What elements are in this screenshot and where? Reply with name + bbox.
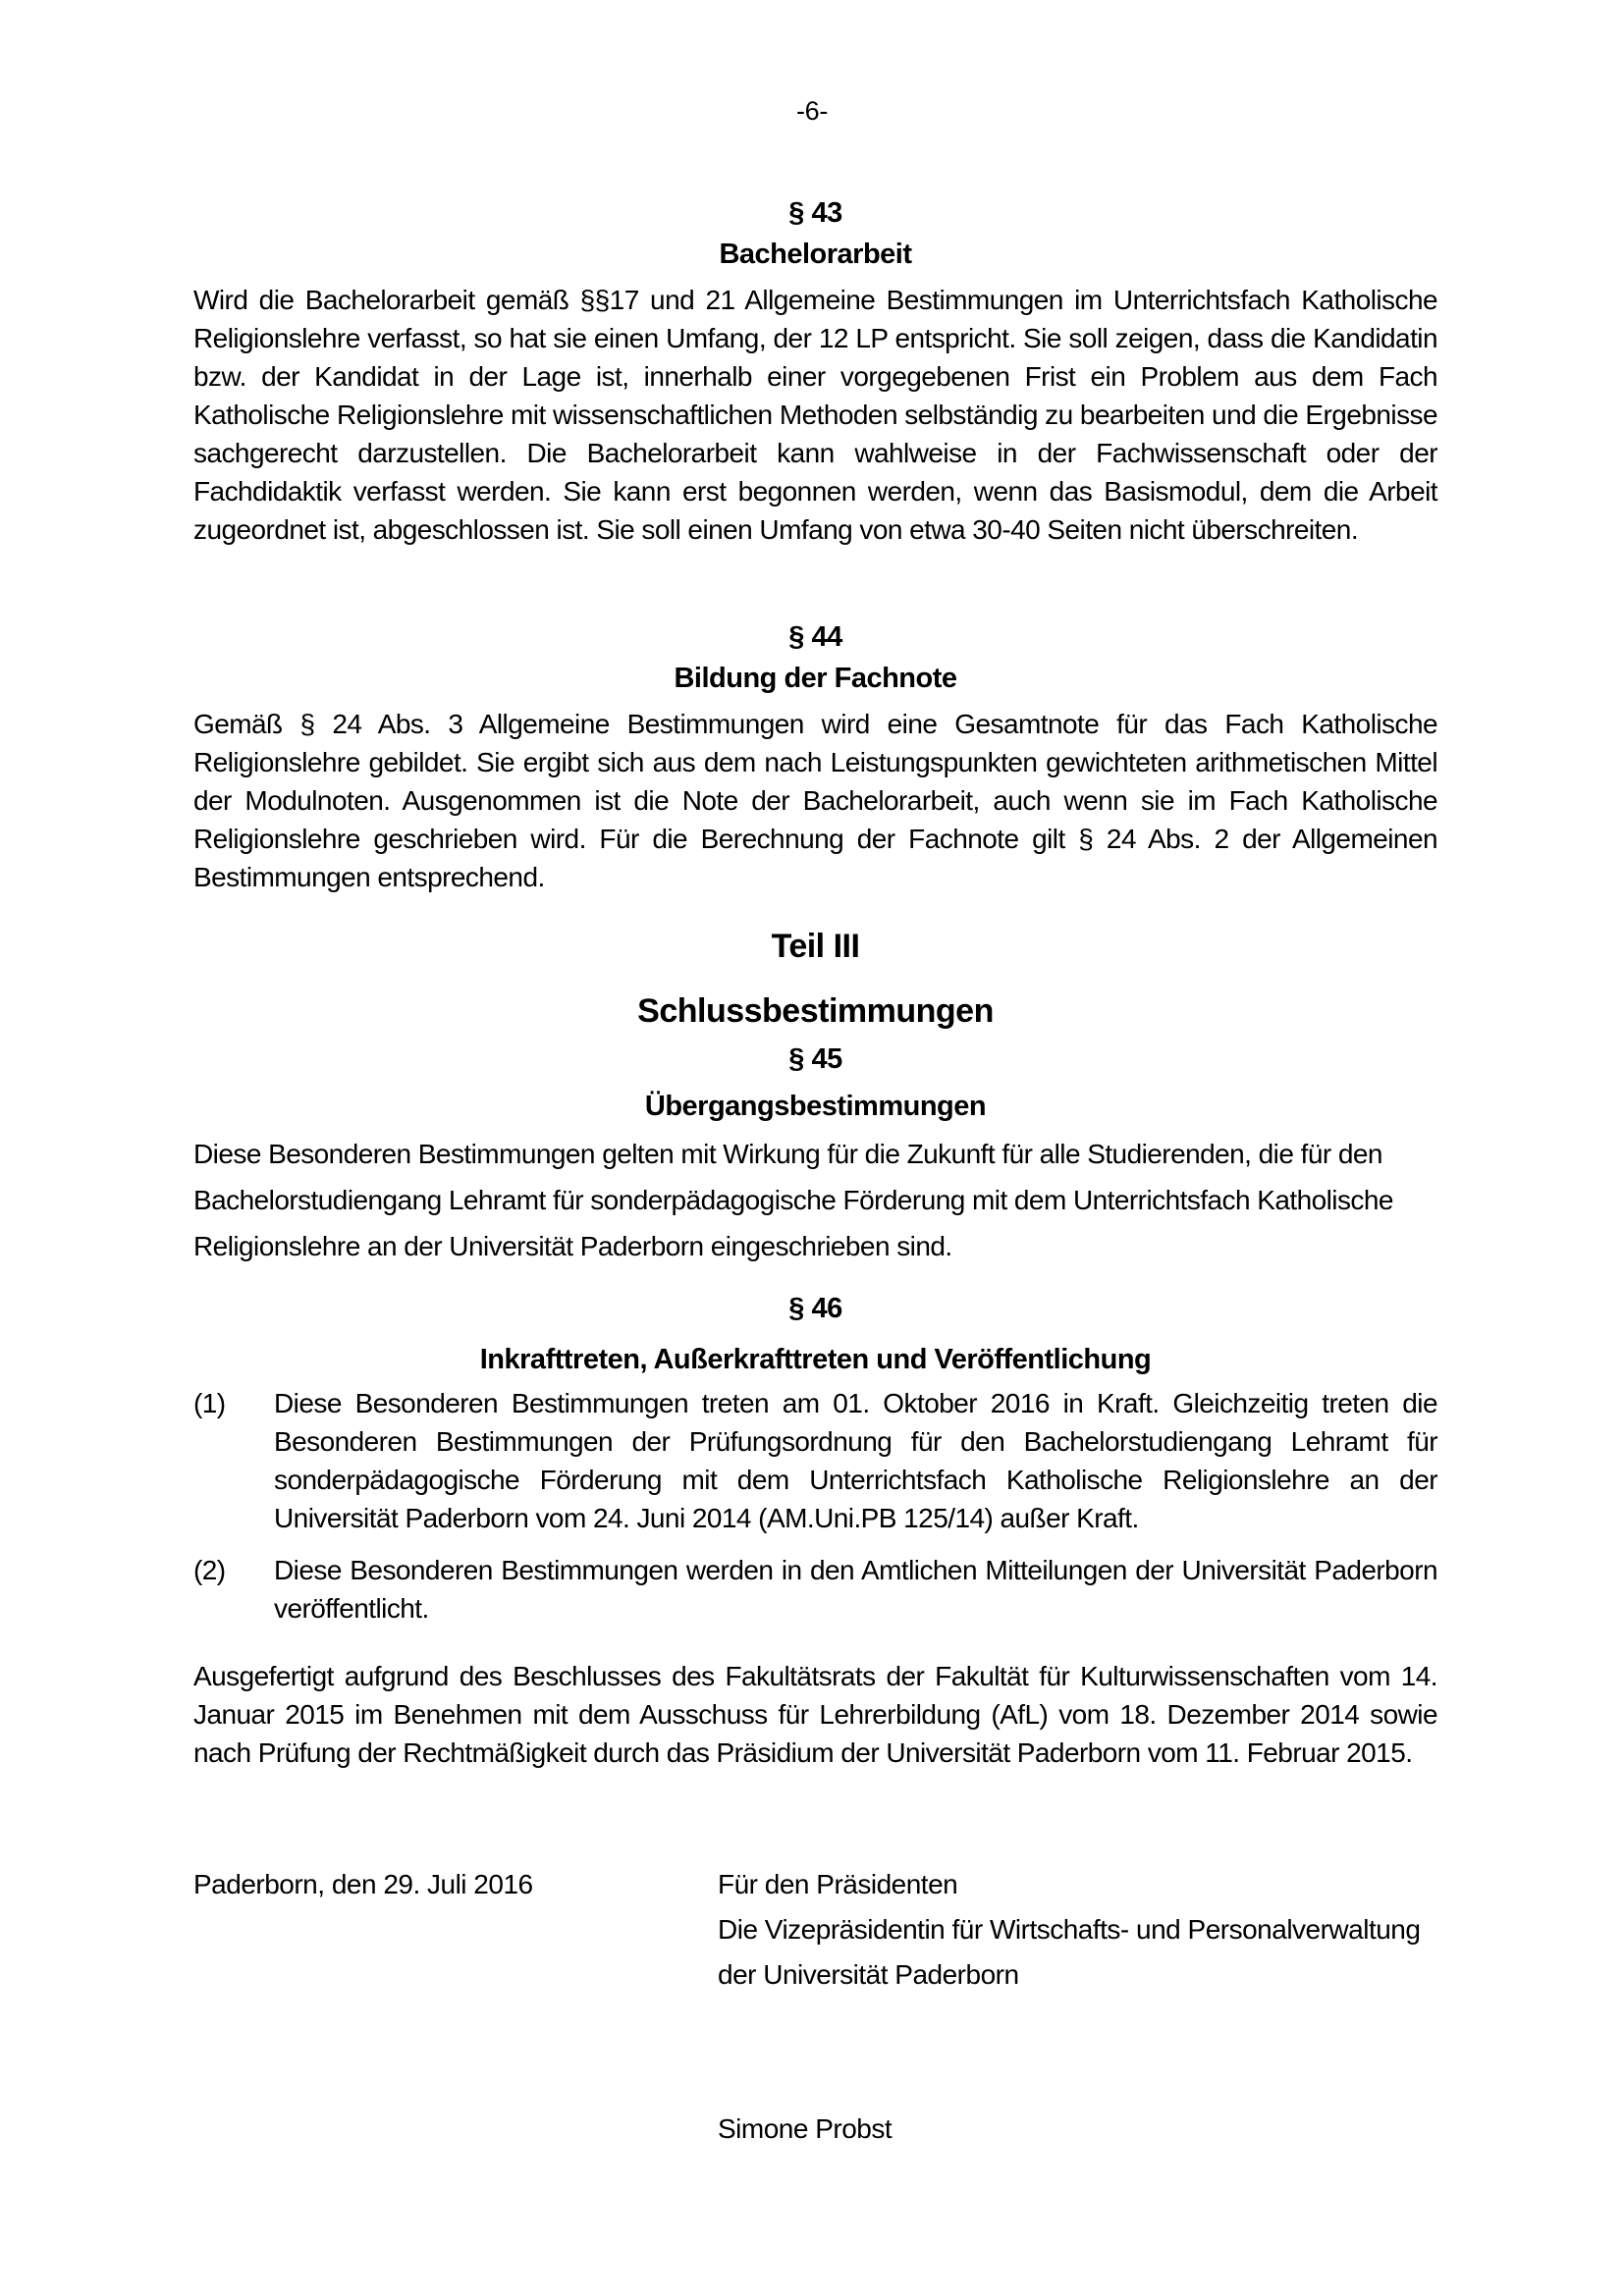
section-45-title: Übergangsbestimmungen — [644, 1091, 987, 1122]
section-44-title: Bildung der Fachnote — [674, 663, 957, 694]
section-44-number: § 44 — [788, 621, 842, 653]
section-45-line-3: Religionslehre an der Universität Paderborn eingeschrieben sind. — [193, 1231, 952, 1261]
page-number: -6- — [795, 96, 829, 126]
signature-row — [193, 1862, 1437, 1998]
section-45-text — [193, 1131, 1437, 1269]
signatory-line-3: der Universität Paderborn — [718, 1959, 1019, 1990]
section-46-item-1 — [193, 1384, 1437, 1537]
section-45-number: § 45 — [788, 1043, 842, 1075]
section-43-title: Bachelorarbeit — [719, 239, 912, 270]
signature-spacer — [193, 2107, 718, 2152]
section-43 — [193, 192, 1437, 549]
item-number: (1) — [193, 1388, 226, 1418]
section-46-number: § 46 — [788, 1293, 842, 1324]
signatory-line-1: Für den Präsidenten — [718, 1869, 958, 1899]
signatory-line-2: Die Vizepräsidentin für Wirtschafts- und Personalverwaltung — [718, 1914, 1421, 1945]
item-text: Diese Besonderen Bestimmungen treten am 01. Oktober 2016 in Kraft. Gleichzeitig treten die Besonderen Bestimmungen der Prüfungsordnung für den Bachelorstudiengang Lehramt für sonderpädagogische Förderung mit dem Unterrichtsfach Katholische Religionslehre an der Universität Paderborn vom 24. Juni 2014 (AM.Uni.PB 125/14) außer Kraft. — [274, 1388, 1437, 1533]
part-title-block — [193, 988, 1437, 1035]
item-number: (2) — [193, 1555, 226, 1585]
signer-name-row — [193, 2107, 1437, 2152]
signature-block — [193, 1862, 1437, 1998]
closing-block — [193, 1657, 1437, 1772]
section-46-item-2 — [193, 1551, 1437, 1628]
section-43-text: Wird die Bachelorarbeit gemäß §§17 und 21 Allgemeine Bestimmungen im Unterrichtsfach Katholische Religionslehre verfasst, so hat sie einen Umfang, der 12 LP entspricht. Sie soll zeigen, dass die Kandidatin bzw. der Kandidat in der Lage ist, innerhalb einer vorgegebenen Frist ein Problem aus dem Fach Katholische Religionslehre mit wissenschaftlichen Methoden selbständig zu bearbeiten und die Ergebnisse sachgerecht darzustellen. Die Bachelorarbeit kann wahlweise in der Fachwissenschaft oder der Fachdidaktik verfasst werden. Sie kann erst begonnen werden, wenn das Basismodul, dem die Arbeit zugeordnet ist, abgeschlossen ist. Sie soll einen Umfang von etwa 30-40 Seiten nicht überschreiten. — [193, 285, 1437, 545]
part-heading — [193, 923, 1437, 970]
signer-name-block — [193, 2107, 1437, 2152]
section-45-line-1: Diese Besonderen Bestimmungen gelten mit Wirkung für die Zukunft für alle Studierenden, die für den — [193, 1139, 1382, 1169]
closing-text: Ausgefertigt aufgrund des Beschlusses des Fakultätsrats der Fakultät für Kulturwissenschaften vom 14. Januar 2015 im Benehmen mit dem Ausschuss für Lehrerbildung (AfL) vom 18. Dezember 2014 sowie nach Prüfung der Rechtmäßigkeit durch das Präsidium der Universität Paderborn vom 11. Februar 2015. — [193, 1661, 1437, 1768]
section-45 — [193, 1039, 1437, 1269]
signatory-block — [718, 1862, 1437, 1998]
section-44 — [193, 616, 1437, 896]
section-46-title: Inkrafttreten, Außerkrafttreten und Veröffentlichung — [479, 1344, 1152, 1375]
item-text: Diese Besonderen Bestimmungen werden in den Amtlichen Mitteilungen der Universität Paderborn veröffentlicht. — [274, 1555, 1437, 1624]
section-46 — [193, 1288, 1437, 1628]
part-title: Schlussbestimmungen — [637, 992, 994, 1030]
section-43-number: § 43 — [788, 197, 842, 229]
section-44-text: Gemäß § 24 Abs. 3 Allgemeine Bestimmungen wird eine Gesamtnote für das Fach Katholische Religionslehre gebildet. Sie ergibt sich aus dem nach Leistungspunkten gewichteten arithmetischen Mittel der Modulnoten. Ausgenommen ist die Note der Bachelorarbeit, auch wenn sie im Fach Katholische Religionslehre geschrieben wird. Für die Berechnung der Fachnote gilt § 24 Abs. 2 der Allgemeinen Bestimmungen entsprechend. — [193, 709, 1437, 892]
part-label: Teil III — [771, 928, 860, 965]
signer-name: Simone Probst — [718, 2113, 893, 2144]
place-date: Paderborn, den 29. Juli 2016 — [193, 1869, 533, 1899]
section-45-line-2: Bachelorstudiengang Lehramt für sonderpädagogische Förderung mit dem Unterrichtsfach Katholische — [193, 1185, 1393, 1215]
